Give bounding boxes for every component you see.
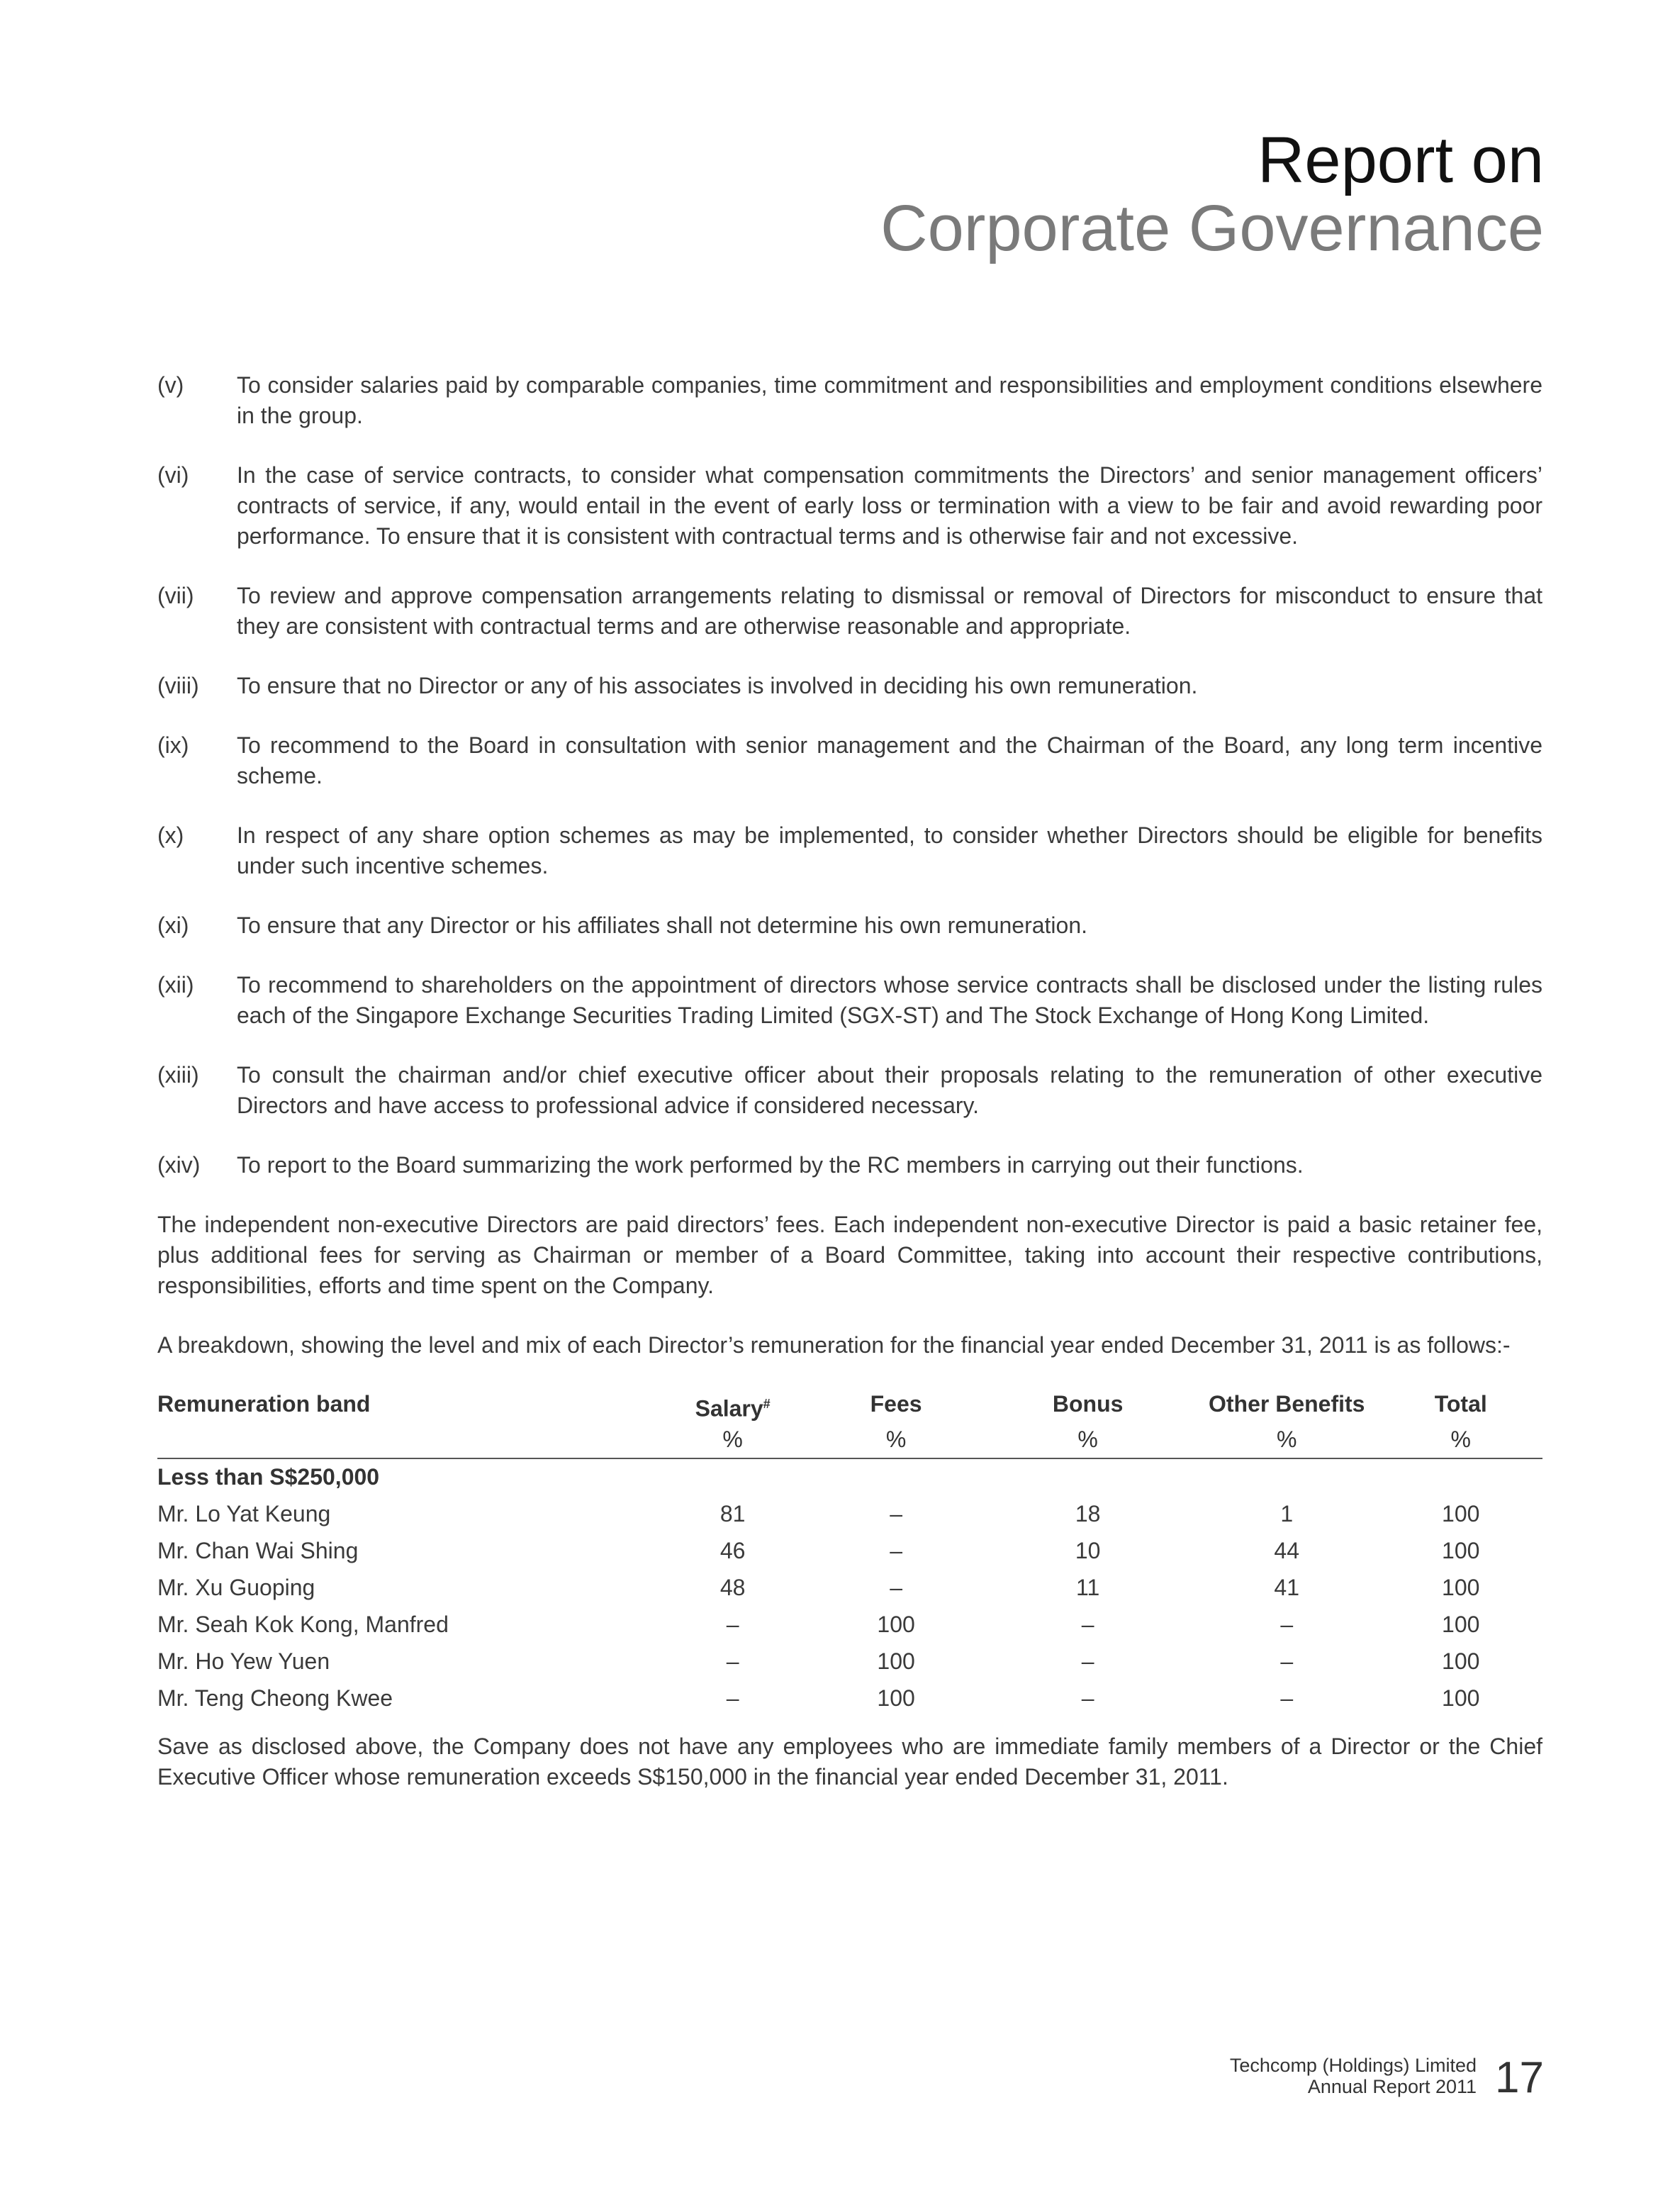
list-item-number: (vi) — [157, 462, 189, 488]
header-fees: Fees — [870, 1391, 922, 1417]
list-item — [157, 581, 1542, 642]
cell-name: Mr. Teng Cheong Kwee — [157, 1685, 393, 1712]
table-row — [157, 1570, 1542, 1607]
table-row — [157, 1533, 1542, 1570]
header-total: Total — [1434, 1391, 1487, 1417]
cell-other-benefits: 1 — [1280, 1501, 1294, 1527]
list-item — [157, 820, 1542, 881]
cell-salary: – — [726, 1648, 739, 1675]
cell-bonus: – — [1081, 1685, 1094, 1712]
list-item-number: (xii) — [157, 972, 194, 998]
cell-other-benefits: – — [1280, 1685, 1294, 1712]
list-item — [157, 460, 1542, 552]
table-row — [157, 1680, 1542, 1717]
cell-bonus: – — [1081, 1612, 1094, 1638]
header-salary: Salary# — [695, 1395, 771, 1422]
unit-other: % — [1194, 1424, 1379, 1458]
title-line-1: Report on — [1257, 124, 1544, 196]
footer-report: Annual Report 2011 — [1307, 2076, 1477, 2097]
list-item-text: In the case of service contracts, to consider what compensation commitments the Directors’ and senior management officers’ contracts of service, if any, would entail in the event of early loss or termination with a view to be fair and avoid rewarding poor performance. To ensure that it is consistent with contractual terms and is otherwise fair and not excessive. — [237, 462, 1542, 549]
cell-name: Mr. Seah Kok Kong, Manfred — [157, 1612, 449, 1638]
table-header-row — [157, 1389, 1542, 1424]
cell-other-benefits: 44 — [1274, 1538, 1300, 1564]
table-row — [157, 1496, 1542, 1533]
cell-total: 100 — [1442, 1538, 1480, 1564]
cell-bonus: 10 — [1075, 1538, 1101, 1564]
page-footer — [1230, 2055, 1544, 2102]
header-band: Remuneration band — [157, 1391, 371, 1417]
unit-total: % — [1379, 1424, 1542, 1458]
cell-name: Mr. Xu Guoping — [157, 1575, 315, 1601]
list-item — [157, 1150, 1542, 1180]
cell-name: Mr. Chan Wai Shing — [157, 1538, 359, 1564]
title-line-2: Corporate Governance — [880, 192, 1544, 264]
list-item-number: (v) — [157, 372, 184, 398]
list-item-text: To consider salaries paid by comparable companies, time commitment and responsibilities and employment conditions elsewhere in the group. — [237, 372, 1542, 428]
list-item-text: In respect of any share option schemes as may be implemented, to consider whether Directors should be eligible for benefits under such incentive schemes. — [237, 822, 1542, 878]
cell-other-benefits: – — [1280, 1648, 1294, 1675]
list-item-number: (xiii) — [157, 1062, 199, 1088]
cell-fees: – — [890, 1501, 902, 1527]
numbered-list — [157, 370, 1542, 1180]
cell-total: 100 — [1442, 1612, 1480, 1638]
salary-footnote-mark: # — [763, 1397, 771, 1411]
table-row — [157, 1607, 1542, 1643]
list-item — [157, 730, 1542, 791]
cell-other-benefits: – — [1280, 1612, 1294, 1638]
table-row — [157, 1643, 1542, 1680]
list-item — [157, 370, 1542, 431]
page-number: 17 — [1495, 2053, 1544, 2102]
list-item-text: To ensure that any Director or his affiliates shall not determine his own remuneration. — [237, 912, 1088, 938]
unit-fees: % — [811, 1424, 981, 1458]
cell-bonus: 18 — [1075, 1501, 1101, 1527]
list-item-text: To ensure that no Director or any of his associates is involved in deciding his own remuneration. — [237, 673, 1198, 698]
band-label: Less than S$250,000 — [157, 1464, 380, 1490]
cell-fees: – — [890, 1538, 902, 1564]
footer-company: Techcomp (Holdings) Limited — [1229, 2055, 1477, 2076]
cell-name: Mr. Lo Yat Keung — [157, 1501, 331, 1527]
list-item-number: (xiv) — [157, 1152, 201, 1178]
list-item-text: To review and approve compensation arrangements relating to dismissal or removal of Directors for misconduct to ensure that they are consistent with contractual terms and are otherwise reasonable and appropriate. — [237, 583, 1542, 639]
cell-fees: 100 — [877, 1612, 915, 1638]
band-row — [157, 1458, 1542, 1496]
cell-fees: – — [890, 1575, 902, 1601]
unit-salary: % — [654, 1424, 810, 1458]
footer-text — [1230, 2055, 1477, 2097]
list-item — [157, 1060, 1542, 1121]
cell-total: 100 — [1442, 1648, 1480, 1675]
list-item-number: (viii) — [157, 673, 199, 698]
list-item-text: To recommend to shareholders on the appointment of directors whose service contracts shall be disclosed under the listing rules each of the Singapore Exchange Securities Trading Limited (SGX-ST) and The Stock Exchange of Hong Kong Limited. — [237, 972, 1542, 1028]
paragraph-disclosure: Save as disclosed above, the Company does not have any employees who are immediate family members of a Director or the Chief Executive Officer whose remuneration exceeds S$150,000 in the financial year ended December 31, 2011. — [157, 1733, 1542, 1790]
header-other-benefits: Other Benefits — [1208, 1391, 1365, 1417]
cell-other-benefits: 41 — [1274, 1575, 1300, 1601]
list-item-text: To recommend to the Board in consultation with senior management and the Chairman of the Board, any long term incentive scheme. — [237, 732, 1542, 788]
cell-total: 100 — [1442, 1685, 1480, 1712]
cell-salary: 48 — [719, 1575, 746, 1601]
cell-total: 100 — [1442, 1575, 1480, 1601]
cell-fees: 100 — [877, 1685, 915, 1712]
unit-bonus: % — [981, 1424, 1194, 1458]
page-title — [880, 126, 1544, 262]
cell-bonus: – — [1081, 1648, 1094, 1675]
cell-total: 100 — [1442, 1501, 1480, 1527]
list-item-number: (x) — [157, 822, 184, 848]
list-item — [157, 671, 1542, 701]
cell-bonus: 11 — [1076, 1575, 1100, 1601]
table-unit-row — [157, 1424, 1542, 1458]
remuneration-table — [157, 1389, 1542, 1717]
cell-salary: 81 — [719, 1501, 746, 1527]
list-item-number: (vii) — [157, 583, 194, 608]
list-item-number: (ix) — [157, 732, 189, 758]
header-bonus: Bonus — [1052, 1391, 1124, 1417]
list-item-text: To consult the chairman and/or chief executive officer about their proposals relating to the remuneration of other executive Directors and have access to professional advice if considered necessary. — [237, 1062, 1542, 1118]
paragraph-fees: The independent non-executive Directors are paid directors’ fees. Each independent non-executive Director is paid a basic retainer fee, plus additional fees for serving as Chairman or member of a Board Committee, taking into account their respective contributions, responsibilities, efforts and time spent on the Company. — [157, 1212, 1542, 1298]
list-item-number: (xi) — [157, 912, 189, 938]
paragraph-breakdown: A breakdown, showing the level and mix of each Director’s remuneration for the financial year ended December 31, 2011 is as follows:- — [157, 1332, 1511, 1358]
list-item — [157, 970, 1542, 1031]
main-content — [157, 370, 1542, 1821]
cell-salary: 46 — [719, 1538, 746, 1564]
cell-salary: – — [726, 1685, 739, 1712]
list-item-text: To report to the Board summarizing the work performed by the RC members in carrying out their functions. — [237, 1152, 1304, 1178]
cell-name: Mr. Ho Yew Yuen — [157, 1648, 330, 1675]
list-item — [157, 910, 1542, 941]
cell-salary: – — [726, 1612, 739, 1638]
cell-fees: 100 — [877, 1648, 915, 1675]
